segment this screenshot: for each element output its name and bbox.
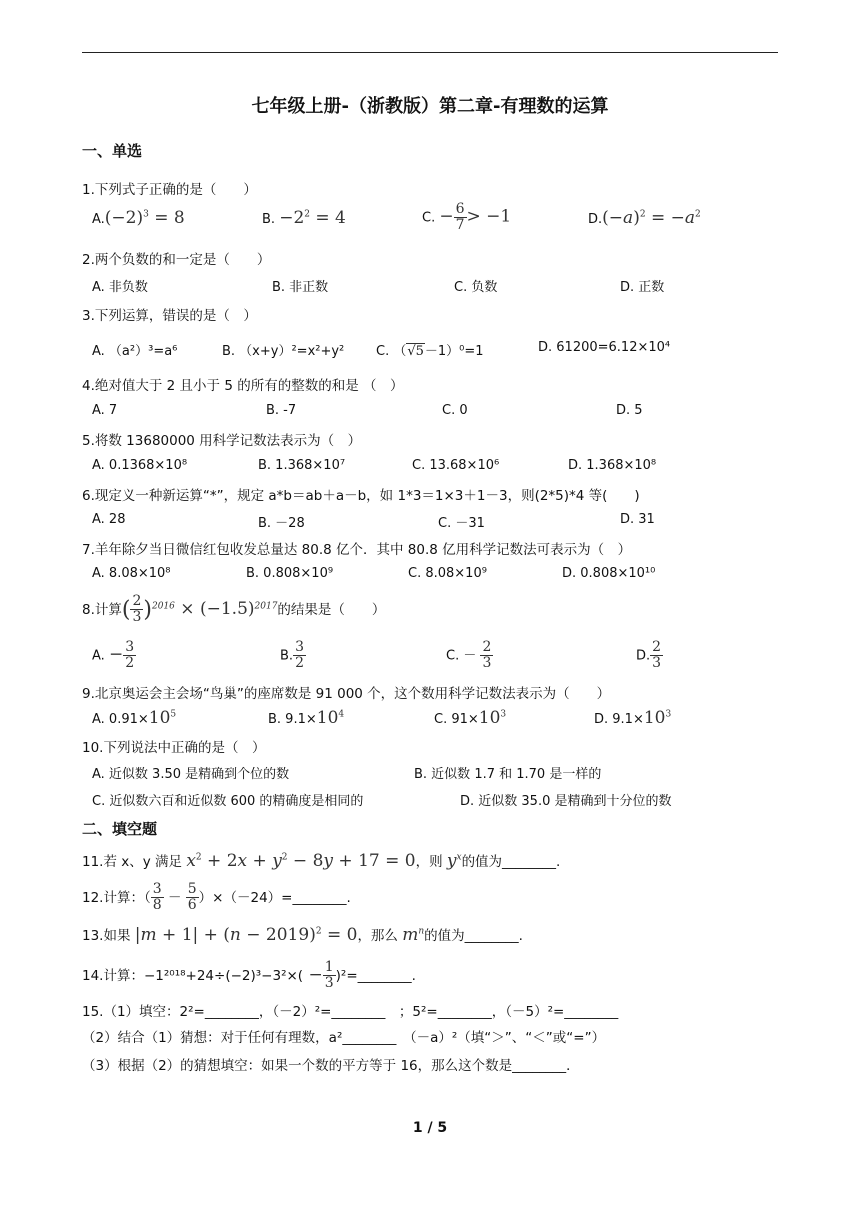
question-4-stem: 4.绝对值大于 2 且小于 5 的所有的整数的和是 （ ）	[82, 378, 404, 394]
question-15-line-2: （2）结合（1）猜想：对于任何有理数，a²________ （－a）²（填“＞”、“＜”或“=”）	[82, 1030, 606, 1046]
q3-option-a: A. （a²）³=a⁶	[92, 344, 178, 359]
q5-option-d: D. 1.368×10⁸	[568, 458, 657, 473]
question-3-stem: 3.下列运算，错误的是（ ）	[82, 308, 257, 324]
q5-option-c: C. 13.68×10⁶	[412, 458, 500, 473]
question-11: 11.若 x、y 满足 $x^2 + 2x + y^2 - 8y + 17 = 0$，则 $y^x$的值为________.	[82, 851, 561, 871]
q4-option-a: A. 7	[92, 403, 118, 418]
q1-option-d: $D.(-a)^2 = -a^2$	[588, 208, 701, 228]
q8-option-d: D. $\frac{2}{3}$	[636, 639, 662, 672]
q9-option-d: D. $9.1\times 10^3$	[594, 708, 672, 728]
q4-option-b: B. -7	[266, 403, 297, 418]
q2-option-d: D. 正数	[620, 280, 665, 295]
question-9-stem: 9.北京奥运会主会场“鸟巢”的座席数是 91 000 个，这个数用科学记数法表示为（ ）	[82, 686, 611, 702]
question-6-stem: 6.现定义一种新运算“*”，规定 a*b＝ab＋a－b，如 1*3＝1×3＋1－3，则(2*5)*4 等( )	[82, 488, 640, 504]
q10-option-c: C. 近似数六百和近似数 600 的精确度是相同的	[92, 794, 364, 809]
q10-option-d: D. 近似数 35.0 是精确到十分位的数	[460, 794, 672, 809]
q1-option-b: B. $-2^2 = 4$	[262, 208, 346, 228]
question-13: 13.如果 $|m + 1| + (n - 2019)^2 = 0$，那么 $m^n$的值为________.	[82, 925, 523, 945]
q8-option-b: B. $\frac{3}{2}$	[280, 639, 304, 672]
question-1-stem: 1.下列式子正确的是（ ）	[82, 182, 257, 198]
q1-a-formula: $(-2)^3 = 8$	[104, 208, 185, 228]
q4-option-d: D. 5	[616, 403, 643, 418]
header-rule	[82, 52, 778, 53]
q1-option-a: $A.(-2)^3 = 8$	[92, 208, 185, 228]
question-15-line-1: 15.（1）填空：2²=________，（－2）²=________ ；5²=________，（－5）²=________	[82, 1004, 619, 1020]
q7-option-b: B. 0.808×10⁹	[246, 566, 334, 581]
q8-fraction-two-thirds: $\frac{2}{3}$	[132, 593, 142, 626]
q1-b-formula: $-2^2 = 4$	[279, 208, 346, 228]
q6-option-d: D. 31	[620, 512, 655, 527]
q13-equation: $|m + 1| + (n - 2019)^2 = 0$	[134, 925, 358, 945]
q7-option-d: D. 0.808×10¹⁰	[562, 566, 656, 581]
q3-option-d: D. 61200=6.12×10⁴	[538, 340, 671, 355]
q3-sqrt5: √5	[407, 344, 424, 359]
q1-d-formula: $(-a)^2 = -a^2$	[602, 208, 701, 228]
q1-c-fraction: $\frac{6}{7}$	[455, 201, 465, 234]
q2-option-c: C. 负数	[454, 280, 498, 295]
q9-option-a: A. $0.91\times 10^5$	[92, 708, 177, 728]
q8-option-c: C. － $\frac{2}{3}$	[446, 639, 492, 672]
q11-equation: $x^2 + 2x + y^2 - 8y + 17 = 0$	[186, 851, 416, 871]
page-title: 七年级上册-（浙教版）第二章-有理数的运算	[251, 96, 609, 117]
q6-option-c: C. －31	[438, 516, 485, 531]
q6-option-b: B. －28	[258, 516, 305, 531]
q4-option-c: C. 0	[442, 403, 468, 418]
page-number: 1 / 5	[412, 1120, 448, 1136]
q7-option-a: A. 8.08×10⁸	[92, 566, 171, 581]
question-12: 12.计算：（ $\frac{3}{8}$ － $\frac{5}{6}$ ）×（－24）=________.	[82, 881, 351, 914]
section-heading-single-choice: 一、单选	[82, 142, 143, 160]
question-8-stem: 8.计算( $\frac{2}{3}$ )$^{2016} \times (-1.5)^{2017}$的结果是（ ）	[82, 593, 386, 626]
question-5-stem: 5.将数 13680000 用科学记数法表示为（ ）	[82, 433, 362, 449]
question-7-stem: 7.羊年除夕当日微信红包收发总量达 80.8 亿个．其中 80.8 亿用科学记数法可表示为（ ）	[82, 542, 632, 558]
q6-option-a: A. 28	[92, 512, 126, 527]
q10-option-a: A. 近似数 3.50 是精确到个位的数	[92, 767, 290, 782]
q2-option-a: A. 非负数	[92, 280, 148, 295]
q8-option-a: A. − $\frac{3}{2}$	[92, 639, 135, 672]
q3-option-b: B. （x+y）²=x²+y²	[222, 344, 345, 359]
question-10-stem: 10.下列说法中正确的是（ ）	[82, 740, 266, 756]
q9-option-c: C. $91\times 10^3$	[434, 708, 507, 728]
q2-option-b: B. 非正数	[272, 280, 329, 295]
q5-option-a: A. 0.1368×10⁸	[92, 458, 188, 473]
q8-neg-one-point-five: (−1.5)	[199, 598, 255, 619]
q9-option-b: B. $9.1\times 10^4$	[268, 708, 345, 728]
question-2-stem: 2.两个负数的和一定是（ ）	[82, 252, 271, 268]
question-14: 14.计算：−1²⁰¹⁸+24÷(−2)³−3²×( − $\frac{1}{3}$ )²=________.	[82, 959, 416, 992]
q7-option-c: C. 8.08×10⁹	[408, 566, 487, 581]
q10-option-b: B. 近似数 1.7 和 1.70 是一样的	[414, 767, 602, 782]
q1-option-c: C. − $\frac{6}{7}$ > −1	[422, 201, 512, 234]
q5-option-b: B. 1.368×10⁷	[258, 458, 346, 473]
q3-option-c: C. （√5－1）⁰=1	[376, 344, 484, 359]
question-15-line-3: （3）根据（2）的猜想填空：如果一个数的平方等于 16，那么这个数是________．	[82, 1058, 580, 1074]
section-heading-fill-blank: 二、填空题	[82, 820, 158, 838]
